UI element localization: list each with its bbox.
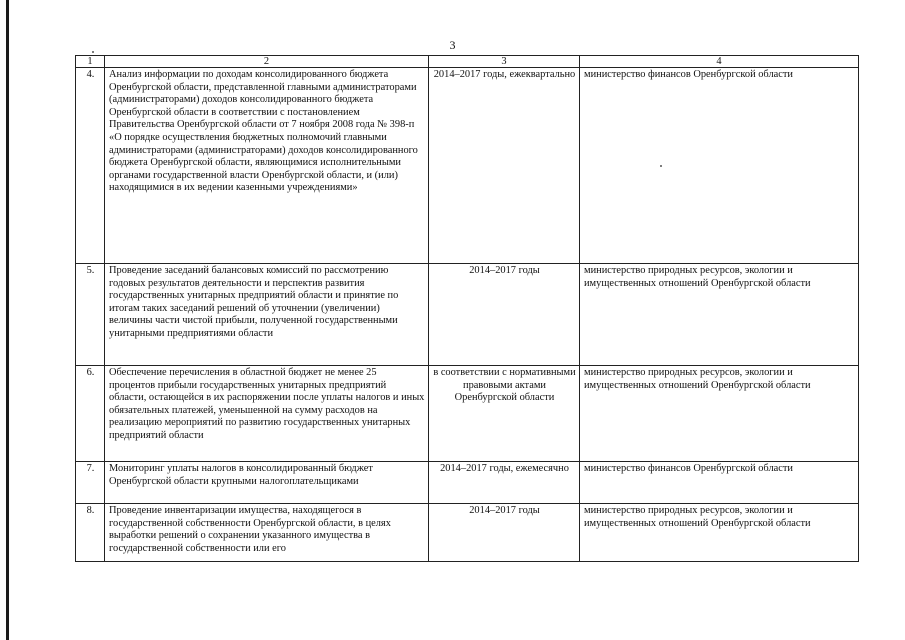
row-number: 4.	[76, 68, 105, 264]
row-executor: министерство финансов Оренбургской области	[580, 68, 859, 264]
row-executor: министерство природных ресурсов, экологии и имущественных отношений Оренбургской области	[580, 366, 859, 462]
row-term: 2014–2017 годы	[429, 504, 580, 562]
row-event: Мониторинг уплаты налогов в консолидированный бюджет Оренбургской области крупными налогоплательщиками	[105, 462, 429, 504]
row-number: 6.	[76, 366, 105, 462]
row-executor: министерство природных ресурсов, экологии и имущественных отношений Оренбургской области	[580, 504, 859, 562]
table-row	[76, 462, 859, 504]
row-term: 2014–2017 годы, ежеквартально	[429, 68, 580, 264]
row-executor: министерство природных ресурсов, экологии и имущественных отношений Оренбургской области	[580, 264, 859, 366]
scan-speck	[92, 51, 94, 53]
column-header-event: 2	[105, 56, 429, 68]
row-number: 8.	[76, 504, 105, 562]
table-row	[76, 264, 859, 366]
table-row	[76, 504, 859, 562]
row-event: Обеспечение перечисления в областной бюджет не менее 25 процентов прибыли государственных унитарных предприятий области, остающейся в их распоряжении после уплаты налогов и иных обязательных платежей, уменьшенной на сумму расходов на реализацию мероприятий по развитию государственных унитарных предприятий области	[105, 366, 429, 462]
row-event-text: Проведение инвентаризации имущества, находящегося в государственной собственности Оренбургской области, в целях выработки решений о сохранении указанного имущества в государственной собственности или его	[109, 505, 391, 554]
row-term: 2014–2017 годы	[429, 264, 580, 366]
table-header-row	[76, 56, 859, 68]
row-term: в соответствии с нормативными правовыми актами Оренбургской области	[429, 366, 580, 462]
column-header-number: 1	[76, 56, 105, 68]
row-executor: министерство финансов Оренбургской области	[580, 462, 859, 504]
row-event: Анализ информации по доходам консолидированного бюджета Оренбургской области, представленной главными администраторами (администраторами) доходов консолидированного бюджета Оренбургской области в соответствии с постановлением Правительства Оренбургской области от 7 ноября 2008 года № 398-п «О порядке осуществления бюджетных полномочий главными администраторами (администраторами) доходов консолидированного бюджета Оренбургской области, являющимися исполнительными органами государственной власти Оренбургской области, и (или) находящимися в их ведении казенными учреждениями»	[105, 68, 429, 264]
row-event: Проведение заседаний балансовых комиссий по рассмотрению годовых результатов деятельности и перспектив развития государственных унитарных предприятий области и принятие по итогам таких заседаний решений об уточнении (увеличении) величины части чистой прибыли, полученной государственными унитарными предприятиями области	[105, 264, 429, 366]
binding-edge-line	[6, 0, 9, 640]
row-number: 7.	[76, 462, 105, 504]
row-term: 2014–2017 годы, ежемесячно	[429, 462, 580, 504]
column-header-executor: 4	[580, 56, 859, 68]
table-row	[76, 366, 859, 462]
measures-table	[75, 55, 859, 562]
table-row	[76, 68, 859, 264]
column-header-term: 3	[429, 56, 580, 68]
row-event	[105, 504, 429, 562]
row-number: 5.	[76, 264, 105, 366]
page-number: 3	[449, 38, 456, 52]
